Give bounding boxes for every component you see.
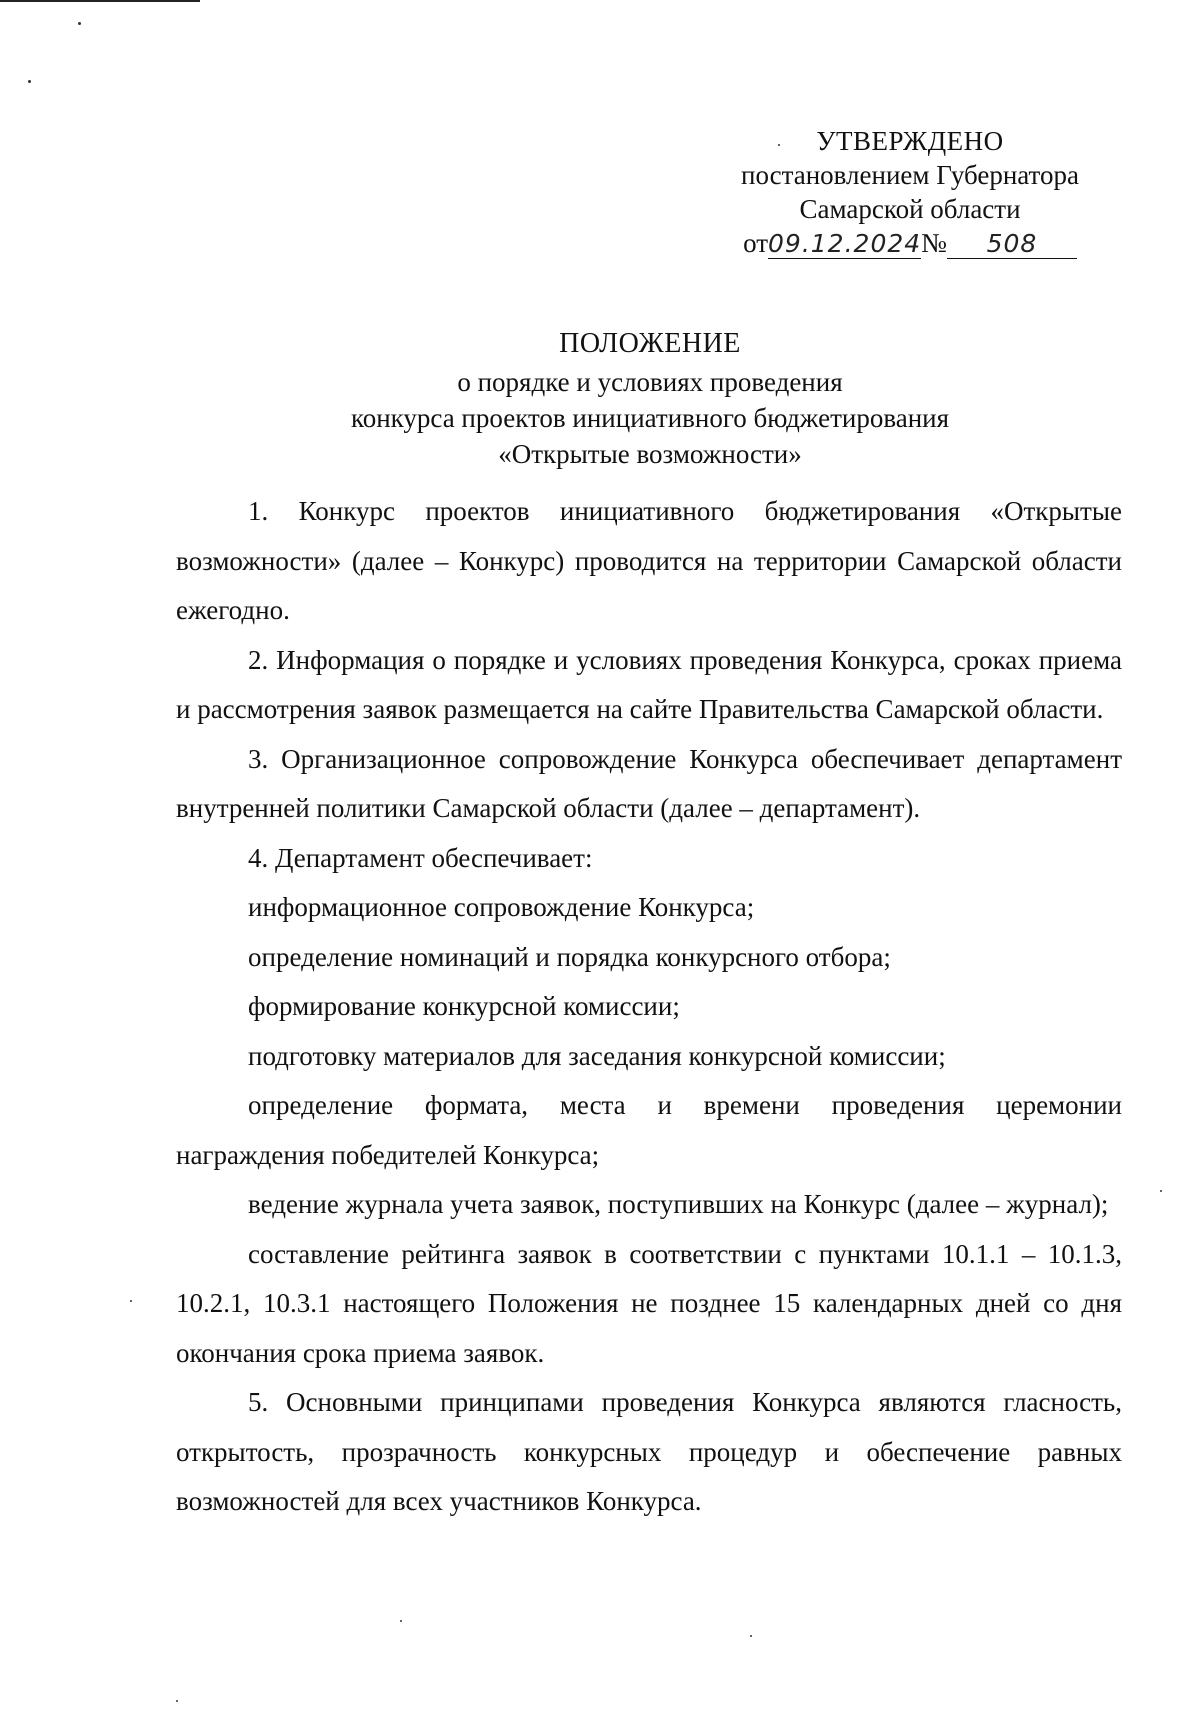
list-item: определение номинаций и порядка конкурсного отбора; [248, 941, 891, 972]
document-heading [170, 326, 1130, 472]
paragraph-4: 4. Департамент обеспечивает: [248, 842, 593, 873]
paragraph-5: 5. Основными принципами проведения Конкурса являются гласность, открытость, прозрачность конкурсных процедур и обеспечение равных возможностей для всех участников Конкурса. [176, 1387, 1122, 1516]
handwritten-number: 508 [947, 230, 1077, 259]
number-prefix: № [921, 228, 947, 258]
list-item: информационное сопровождение Конкурса; [248, 892, 755, 922]
list-item: ведение журнала учета заявок, поступивших на Конкурс (далее – журнал); [248, 1189, 1109, 1219]
approval-line-2: Самарской области [799, 194, 1021, 224]
scan-edge-line [0, 0, 200, 2]
scan-speck [78, 22, 81, 25]
approval-date-line [743, 226, 1077, 260]
scan-speck [400, 1620, 402, 1622]
scan-speck [750, 1635, 752, 1637]
heading-line-1: о порядке и условиях проведения [457, 367, 843, 397]
list-item: составление рейтинга заявок в соответствии с пунктами 10.1.1 – 10.1.3, 10.2.1, 10.3.1 настоящего Положения не позднее 15 календарных дней со дня окончания срока приема заявок. [176, 1238, 1122, 1368]
document-body [176, 487, 1122, 1527]
paragraph-3: 3. Организационное сопровождение Конкурса обеспечивает департамент внутренней политики Самарской области (далее – департамент). [176, 743, 1122, 823]
scan-speck [1160, 1190, 1162, 1192]
approval-title: УТВЕРЖДЕНО [816, 126, 1004, 156]
list-item: формирование конкурсной комиссии; [248, 991, 680, 1021]
paragraph-1: 1. Конкурс проектов инициативного бюджетирования «Открытые возможности» (далее – Конкурс) проводится на территории Самарской области ежегодно. [176, 496, 1122, 625]
handwritten-date: 09.12.2024 [768, 229, 922, 258]
approval-line-1: постановлением Губернатора [741, 160, 1079, 190]
date-prefix: от [743, 228, 769, 258]
approval-block [700, 124, 1120, 260]
scan-speck [28, 80, 31, 83]
heading-title: ПОЛОЖЕНИЕ [559, 328, 741, 359]
heading-line-2: конкурса проектов инициативного бюджетирования [350, 403, 950, 433]
list-item: определение формата, места и времени проведения церемонии награждения победителей Конкурса; [176, 1090, 1122, 1170]
scan-speck [176, 1700, 178, 1702]
heading-line-3: «Открытые возможности» [498, 439, 802, 469]
list-item: подготовку материалов для заседания конкурсной комиссии; [248, 1040, 946, 1071]
scan-speck [130, 1300, 132, 1302]
paragraph-2: 2. Информация о порядке и условиях проведения Конкурса, сроках приема и рассмотрения заявок размещается на сайте Правительства Самарской области. [176, 644, 1122, 724]
scan-speck [778, 144, 780, 146]
